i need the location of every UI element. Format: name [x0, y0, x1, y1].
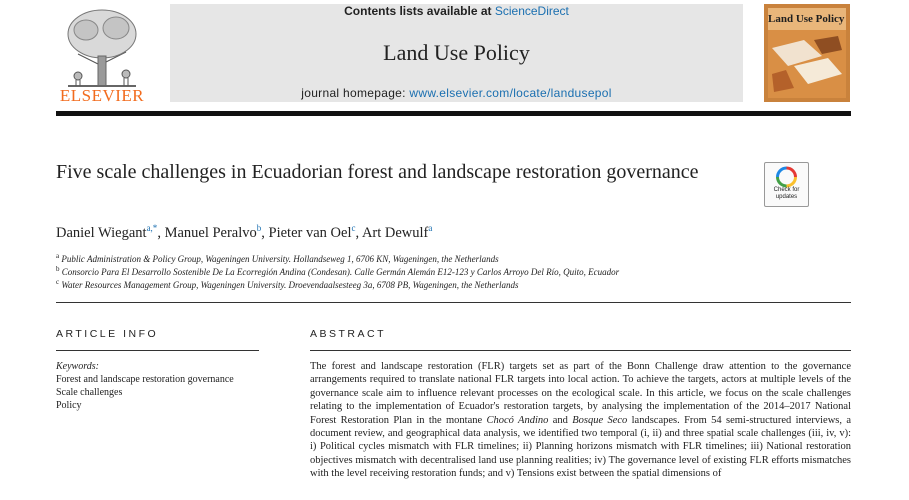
abstract-heading: ABSTRACT: [310, 328, 387, 340]
affiliation-a: $^a$ Public Administration & Policy Group, Wageningen University. Hollandseweg 1, 6706 KN, Wageningen, the Netherlands: [56, 252, 499, 264]
abstract-text: The forest and landscape restoration (FLR) targets set as part of the Bonn Challenge draw attention to the governance arrangements required to translate national FLR targets into local action. To achieve the targets, actors at multiple levels of the governance scale aim to influence relevant processes on the ecological scale. In this article, we focus on the scale challenges relating to the implementation of Ecuador's restoration targets, by analysing the implementation of the 2014–2017 National Forest Restoration Plan in the montane Chocó Andino and Bosque Seco landscapes. From 54 semi-structured interviews, a document review, and geographical data analysis, we identified two temporal (i, ii) and three spatial scale challenges (iii, iv, v): i) Political cycles mismatch with FLR timelines; ii) Planning horizons mismatch with FLR timelines; iii) National restoration objectives mismatch with decentralised land use planning realities; iv) The governance level of existing FLR efforts mismatches with the level receiving restoration funds; and v) Tensions exist between the spatial dimensions of: [310, 361, 851, 480]
journal-name: Land Use Policy: [383, 40, 530, 65]
contents-line: [170, 4, 743, 18]
keyword: Forest and landscape restoration governance: [56, 374, 234, 385]
publisher-name: ELSEVIER: [59, 86, 145, 105]
affiliation-c: $^c$ Water Resources Management Group, Wageningen University. Droevendaalsesteeg 3a, 6708 PB, Wageningen, the Netherlands: [56, 278, 519, 290]
affiliation-b: $^b$ Consorcio Para El Desarrollo Sostenible De La Ecorregión Andina (Condesan). Calle Germán Alemán E12-123 y Carlos Arroyo Del Río, Quito, Ecuador: [56, 265, 620, 277]
author-2[interactable]: Manuel Peralvo$^b$: [164, 223, 262, 241]
author-3[interactable]: Pieter van Oel$^c$: [268, 223, 356, 241]
keyword: Policy: [56, 400, 82, 411]
abstract-rule: [310, 350, 851, 351]
homepage-prefix: journal homepage:: [301, 86, 410, 100]
article-info-rule: [56, 350, 259, 351]
keywords-label: Keywords:: [56, 361, 99, 372]
author-list: Daniel Wiegant$^{a,*}$, Manuel Peralvo$^b$, Pieter van Oel$^c$, Art Dewulf$^a$: [56, 223, 433, 241]
contents-prefix: Contents lists available at: [344, 4, 495, 18]
cover-title: Land Use Policy: [768, 13, 845, 25]
article-info-heading: ARTICLE INFO: [56, 328, 159, 340]
author-4[interactable]: Art Dewulf$^a$: [361, 223, 433, 241]
homepage-link[interactable]: www.elsevier.com/locate/landusepol: [409, 86, 612, 100]
sciencedirect-link[interactable]: ScienceDirect: [494, 4, 569, 18]
header-rule: [56, 111, 851, 116]
check-updates-label[interactable]: Check for updates: [773, 187, 800, 200]
author-1[interactable]: Daniel Wiegant$^{a,*}$: [56, 223, 158, 241]
keyword: Scale challenges: [56, 387, 123, 398]
homepage-line: [170, 86, 743, 100]
article-title: Five scale challenges in Ecuadorian forest and landscape restoration governance: [56, 161, 699, 183]
section-rule: [56, 302, 851, 303]
